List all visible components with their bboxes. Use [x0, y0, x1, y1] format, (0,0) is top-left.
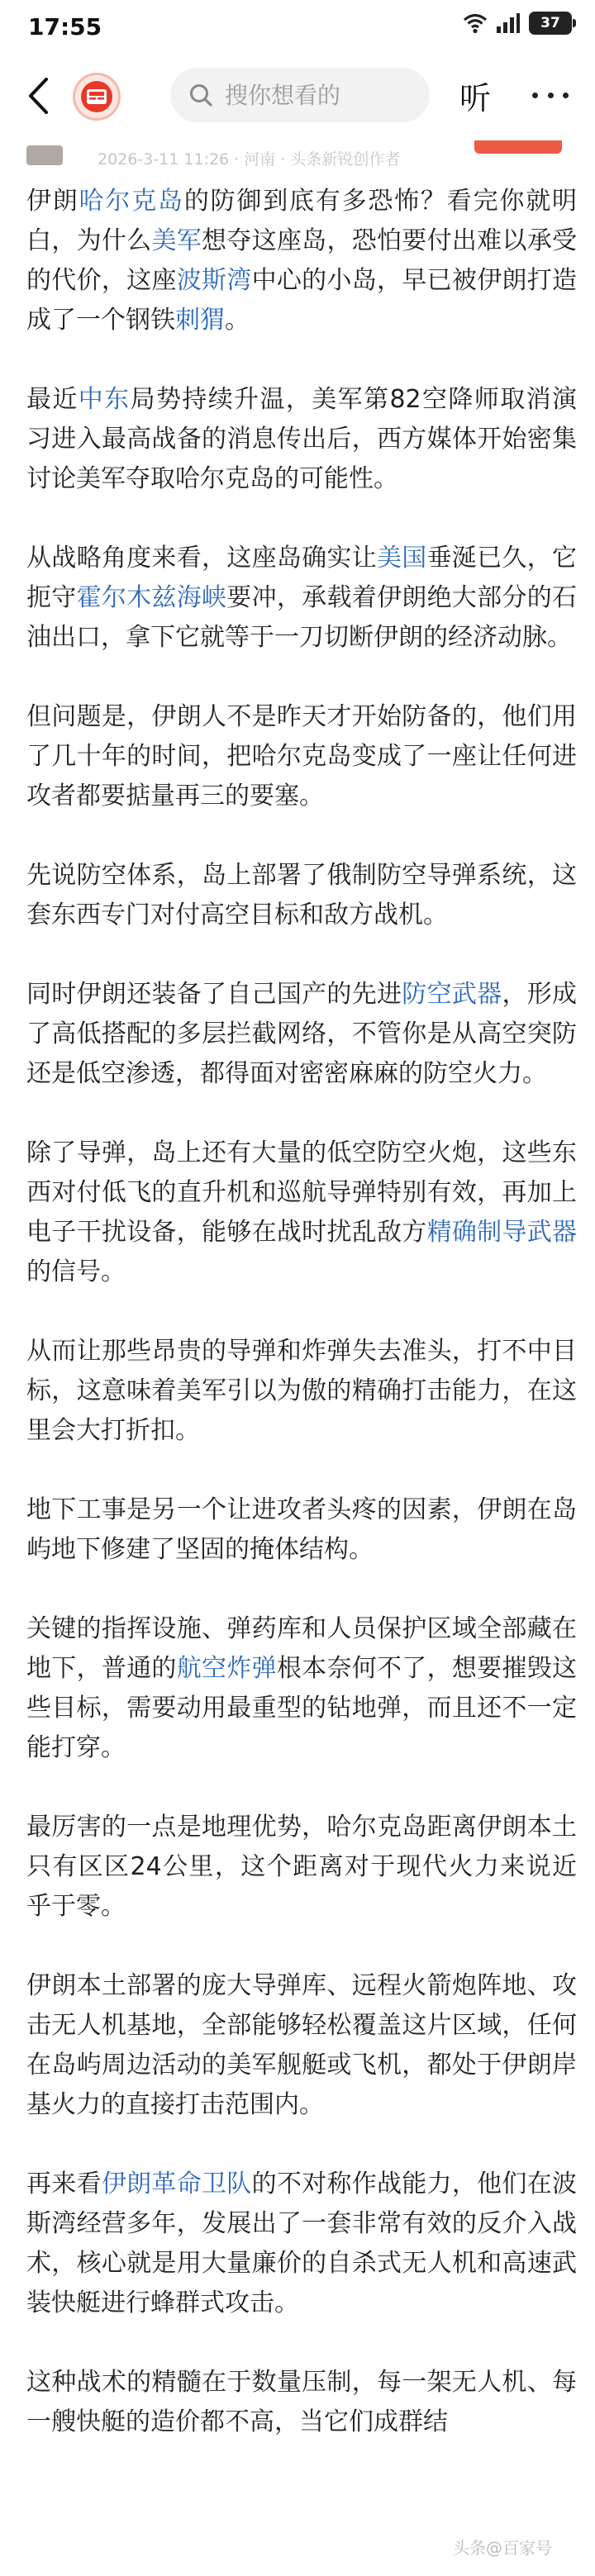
- paragraph-text: 垂涎已久，它扼守: [26, 544, 578, 612]
- article-paragraph: [26, 380, 577, 499]
- keyword-link[interactable]: 哈尔克岛: [79, 187, 184, 216]
- paragraph-text: 再来看: [26, 2170, 102, 2198]
- keyword-link[interactable]: 伊朗革命卫队: [101, 2170, 252, 2198]
- paragraph-text: 从而让那些昂贵的导弹和炸弹失去准头，打不中目标，这意味着美军引以为傲的精确打击能力，在这里会大打折扣。: [26, 1337, 577, 1445]
- keyword-link[interactable]: 刺猬: [175, 306, 225, 335]
- search-icon: [188, 83, 213, 107]
- paragraph-text: 但问题是，伊朗人不是昨天才开始防备的，他们用了几十年的时间，把哈尔克岛变成了一座让任何进攻者都要掂量再三的要塞。: [26, 702, 577, 810]
- paragraph-text: 从战略角度来看，这座岛确实让: [26, 544, 377, 573]
- paragraph-text: 同时伊朗还装备了自己国产的先进: [26, 980, 402, 1009]
- author-avatar[interactable]: [26, 145, 63, 165]
- paragraph-text: 除了导弹，岛上还有大量的低空防空火炮，这些东西对付低飞的直升机和巡航导弹特别有效，再加上电子干扰设备，能够在战时扰乱敌方: [26, 1138, 577, 1247]
- article-paragraph: [26, 2363, 577, 2442]
- meta-text: 2026-3-11 11:26 · 河南 · 头条新锐创作者: [98, 150, 401, 169]
- toutiao-logo-icon: [81, 81, 112, 112]
- more-icon[interactable]: [526, 74, 575, 116]
- article-paragraph: [26, 1966, 577, 2125]
- paragraph-text: 关键的指挥设施、弹药库和人员保护区域全部藏在地下，普通的: [26, 1614, 577, 1683]
- paragraph-text: 伊朗本土部署的庞大导弹库、远程火箭炮阵地、攻击无人机基地，全部能够轻松覆盖这片区域，任何在岛屿周边活动的美军舰艇或飞机，都处于伊朗岸基火力的直接打击范围内。: [26, 1971, 577, 2119]
- back-arrow-icon: [27, 77, 49, 115]
- search-input[interactable]: [225, 82, 407, 109]
- paragraph-text: 的不对称作战能力，他们在波斯湾经营多年，发展出了一套非常有效的反介入战术，核心就是用大量廉价的自杀式无人机和高速武装快艇进行蜂群式攻击。: [26, 2170, 578, 2317]
- article-paragraph: [26, 1332, 577, 1451]
- article-paragraph: [26, 1808, 577, 1927]
- paragraph-text: 最厉害的一点是地理优势，哈尔克岛距离伊朗本土只有区区24公里，这个距离对于现代火力来说近乎于零。: [26, 1813, 577, 1921]
- article-paragraph: [26, 2165, 577, 2323]
- paragraph-text: 先说防空体系，岛上部署了俄制防空导弹系统，这套东西专门对付高空目标和敌方战机。: [26, 861, 577, 929]
- signal-icon: [496, 12, 521, 34]
- article-paragraph: [26, 1490, 577, 1570]
- battery-icon: [529, 12, 572, 35]
- keyword-link[interactable]: 防空武器: [402, 980, 502, 1009]
- paragraph-text: ，形成了高低搭配的多层拦截网络，不管你是从高空突防还是低空渗透，都得面对密密麻麻的防空火力。: [26, 980, 578, 1088]
- paragraph-text: 这种战术的精髓在于数量压制，每一架无人机、每一艘快艇的造价都不高，当它们成群结: [26, 2368, 577, 2436]
- keyword-link[interactable]: 霍尔木兹海峡: [76, 583, 227, 612]
- keyword-link[interactable]: 美国: [377, 544, 427, 573]
- paragraph-text: 想夺这座岛，恐怕要付出难以承受的代价，这座: [26, 226, 578, 295]
- follow-button[interactable]: [474, 140, 562, 154]
- keyword-link[interactable]: 中东: [78, 385, 131, 414]
- article-paragraph: [26, 856, 577, 935]
- article-meta: [0, 140, 595, 173]
- article-paragraph: [26, 539, 577, 658]
- article-paragraph: [26, 182, 577, 340]
- app-logo[interactable]: [73, 73, 121, 121]
- listen-button[interactable]: 听: [459, 80, 492, 116]
- keyword-link[interactable]: 精确制导武器: [426, 1218, 578, 1247]
- watermark: 头条@百家号: [453, 2538, 552, 2558]
- status-bar: [0, 0, 595, 51]
- keyword-link[interactable]: 航空炸弹: [176, 1654, 277, 1683]
- paragraph-text: 要冲，承载着伊朗绝大部分的石油出口，拿下它就等于一刀切断伊朗的经济动脉。: [26, 583, 578, 652]
- top-nav-bar: [0, 58, 595, 134]
- battery-level: 37: [540, 15, 560, 31]
- keyword-link[interactable]: 美军: [151, 226, 202, 255]
- paragraph-text: 。: [225, 306, 250, 335]
- back-button[interactable]: [21, 73, 55, 119]
- article-body: [26, 182, 577, 2482]
- paragraph-text: 伊朗: [26, 187, 79, 216]
- article-paragraph: [26, 975, 577, 1094]
- paragraph-text: 的信号。: [26, 1257, 126, 1286]
- status-time: 17:55: [28, 13, 102, 40]
- search-bar[interactable]: [170, 68, 430, 122]
- paragraph-text: 的防御到底有多恐怖？看完你就明白，为什么: [26, 187, 578, 255]
- paragraph-text: 最近: [26, 385, 79, 414]
- paragraph-text: 地下工事是另一个让进攻者头疼的因素，伊朗在岛屿地下修建了坚固的掩体结构。: [26, 1495, 577, 1564]
- article-paragraph: [26, 1134, 577, 1292]
- article-paragraph: [26, 697, 577, 816]
- paragraph-text: 中心的小岛，早已被伊朗打造成了一个钢铁: [26, 266, 578, 335]
- wifi-icon: [463, 12, 488, 34]
- paragraph-text: 根本奈何不了，想要摧毁这些目标，需要动用最重型的钻地弹，而且还不一定能打穿。: [26, 1654, 578, 1762]
- paragraph-text: 局势持续升温，美军第82空降师取消演习进入最高战备的消息传出后，西方媒体开始密集讨论美军夺取哈尔克岛的可能性。: [26, 385, 577, 493]
- keyword-link[interactable]: 波斯湾: [176, 266, 252, 295]
- article-paragraph: [26, 1609, 577, 1768]
- status-icons: [463, 12, 572, 35]
